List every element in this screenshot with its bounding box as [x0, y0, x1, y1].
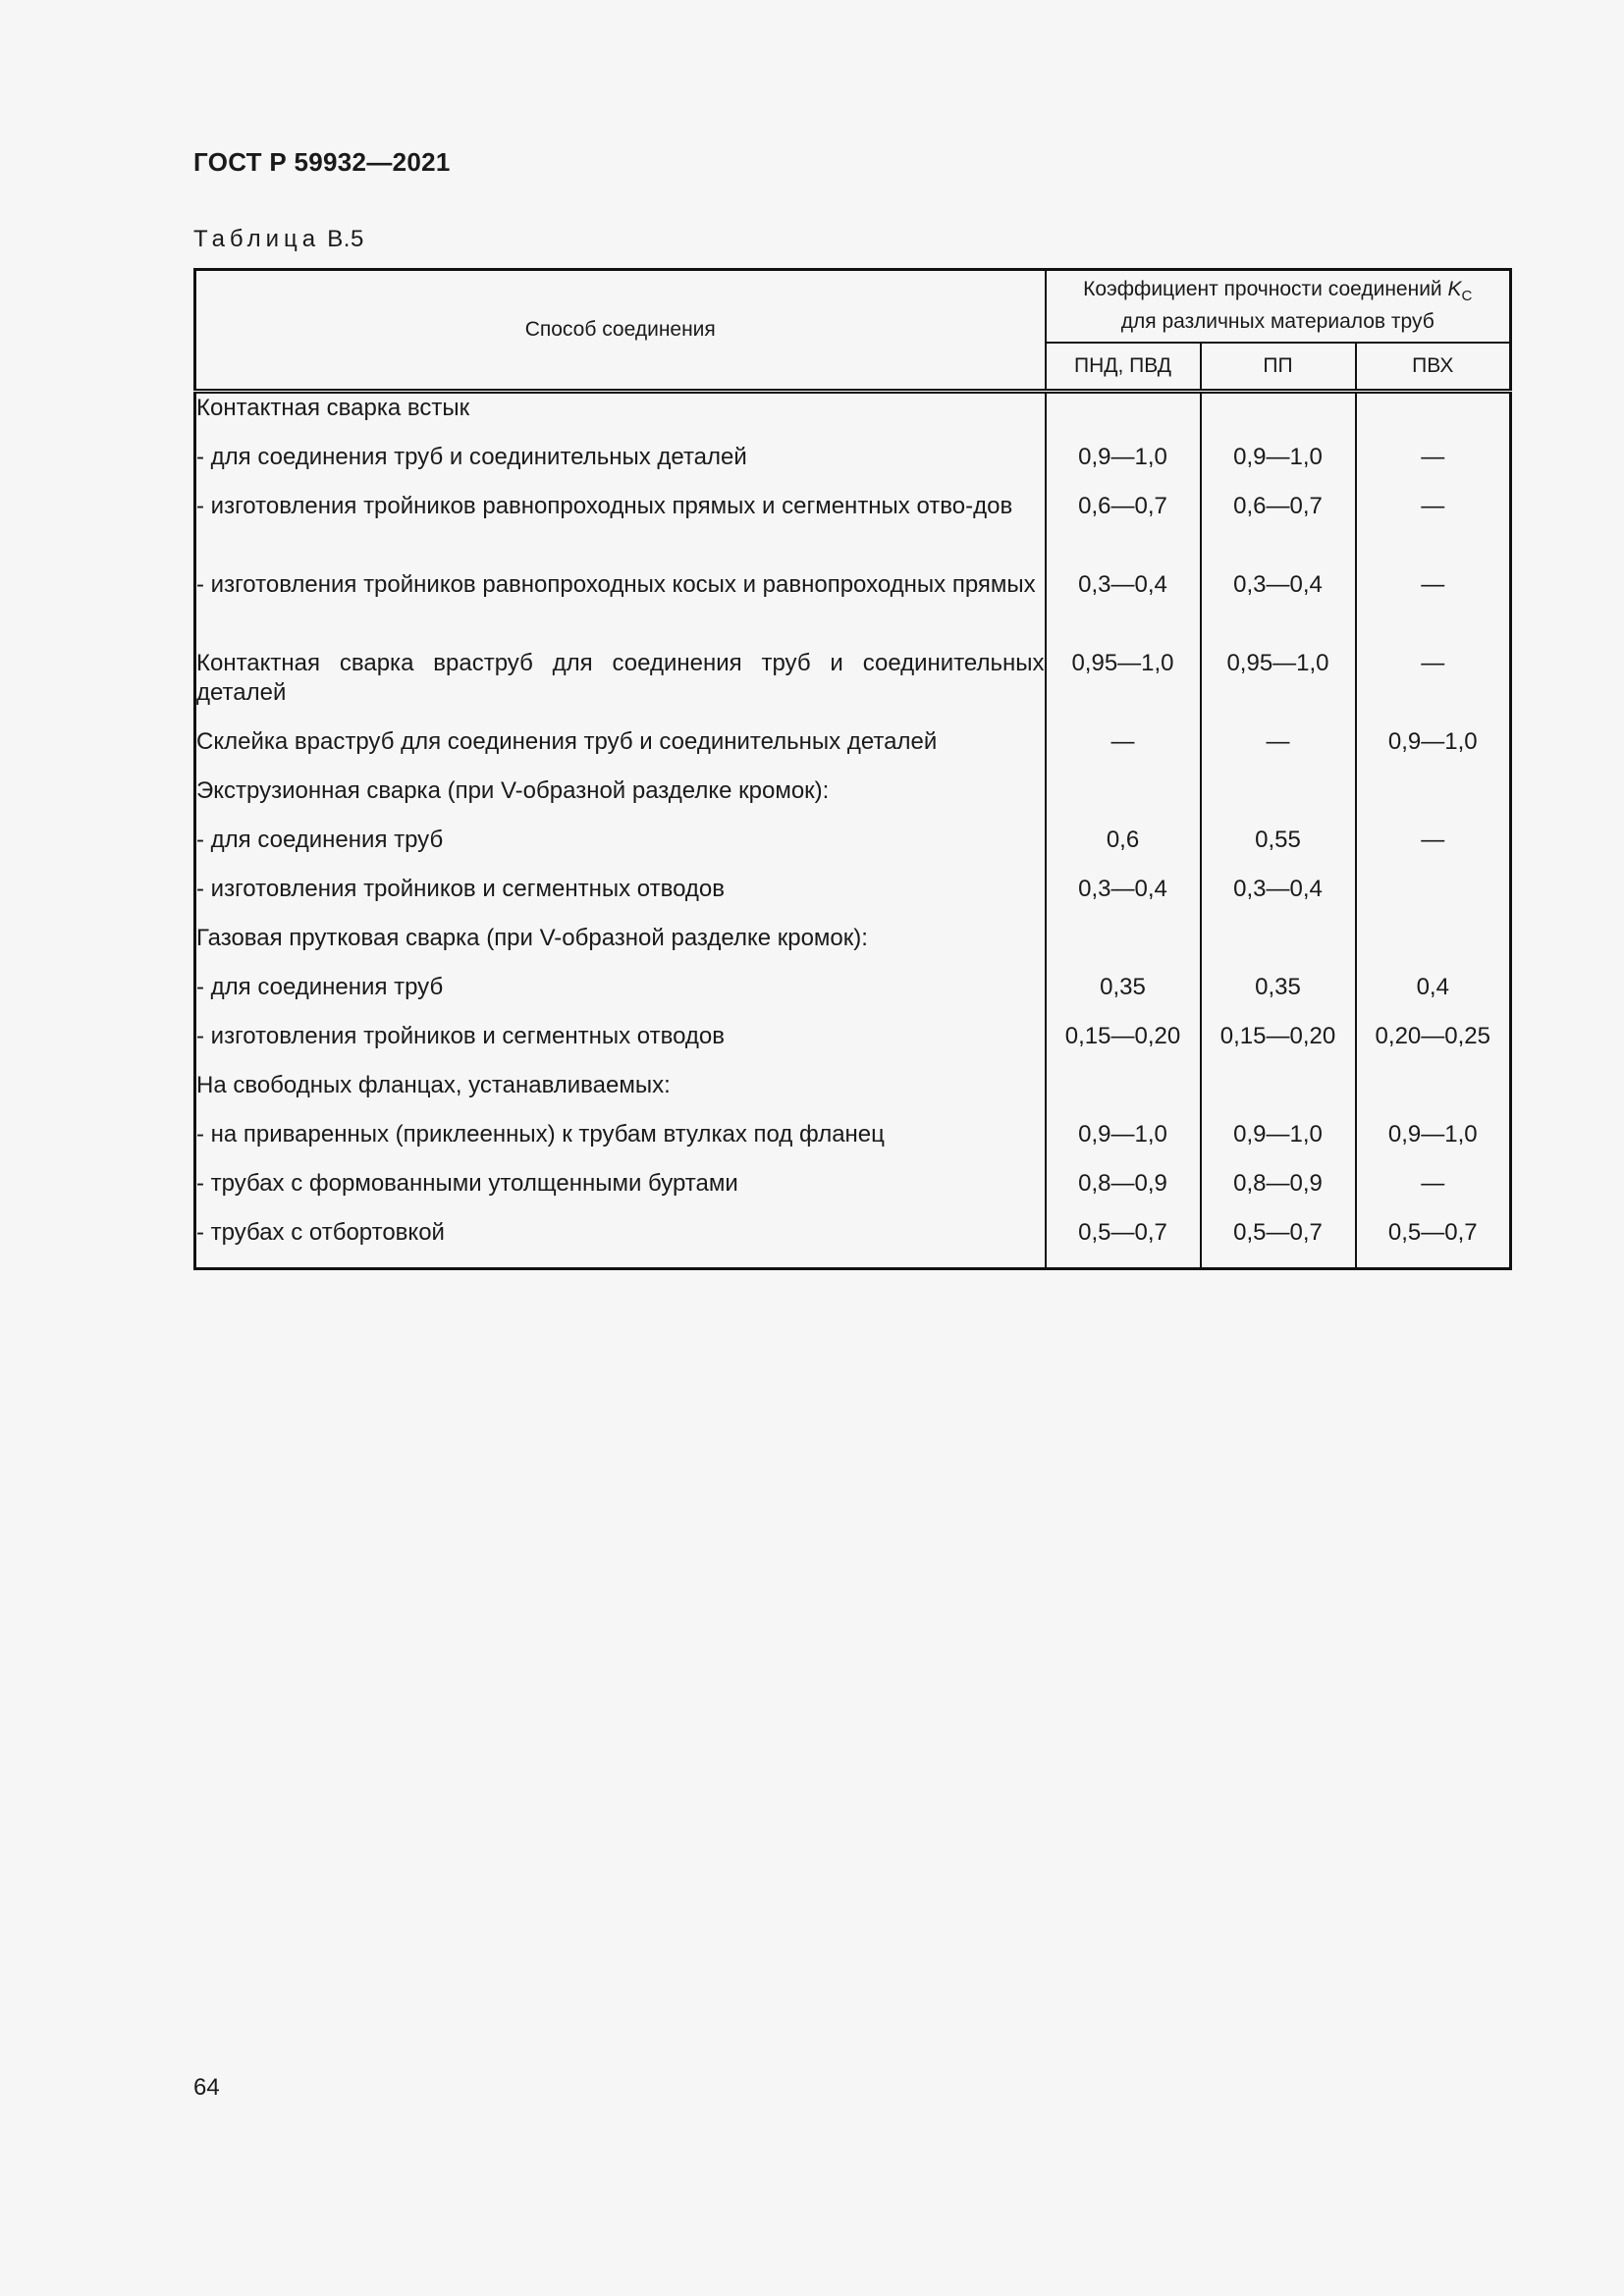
value-pp: 0,55: [1201, 826, 1356, 875]
table-row: [195, 1169, 1511, 1218]
value-pp: 0,15—0,20: [1201, 1022, 1356, 1071]
value-pvc: [1356, 875, 1511, 924]
table-row: [195, 924, 1511, 973]
table-row: [195, 392, 1511, 444]
table-row: [195, 570, 1511, 649]
value-pvc: [1356, 924, 1511, 973]
table-row: [195, 443, 1511, 492]
table-row: [195, 776, 1511, 826]
material-header-pvc: ПВХ: [1356, 343, 1511, 392]
value-pp: [1201, 1071, 1356, 1120]
document-code: ГОСТ Р 59932—2021: [193, 147, 451, 177]
value-pvc: [1356, 1071, 1511, 1120]
value-pnd-pvd: 0,5—0,7: [1046, 1218, 1201, 1269]
value-pnd-pvd: [1046, 776, 1201, 826]
value-pvc: —: [1356, 1169, 1511, 1218]
table-row: [195, 1120, 1511, 1169]
value-pvc: —: [1356, 649, 1511, 727]
row-description: - для соединения труб: [195, 973, 1046, 1022]
value-pvc: [1356, 776, 1511, 826]
value-pp: [1201, 776, 1356, 826]
table-row: [195, 826, 1511, 875]
value-pvc: 0,9—1,0: [1356, 1120, 1511, 1169]
value-pvc: —: [1356, 492, 1511, 570]
value-pp: 0,3—0,4: [1201, 570, 1356, 649]
row-description: - на приваренных (приклеенных) к трубам втулках под фланец: [195, 1120, 1046, 1169]
value-pp: 0,9—1,0: [1201, 443, 1356, 492]
row-description: - изготовления тройников и сегментных отводов: [195, 1022, 1046, 1071]
value-pnd-pvd: 0,8—0,9: [1046, 1169, 1201, 1218]
page-number: 64: [193, 2074, 220, 2101]
row-description: - изготовления тройников и сегментных отводов: [195, 875, 1046, 924]
value-pp: —: [1201, 727, 1356, 776]
strength-coefficient-table: [193, 268, 1509, 1270]
table-row: [195, 973, 1511, 1022]
row-description: - трубах с формованными утолщенными буртами: [195, 1169, 1046, 1218]
value-pp: [1201, 392, 1356, 444]
row-description: - изготовления тройников равнопроходных косых и равнопроходных прямых: [195, 570, 1046, 649]
coefficient-symbol: [1447, 278, 1473, 305]
value-pnd-pvd: 0,15—0,20: [1046, 1022, 1201, 1071]
row-description: Газовая прутковая сварка (при V-образной разделке кромок):: [195, 924, 1046, 973]
coefficient-column-header: [1046, 270, 1511, 343]
coefficient-header-line1: Коэффициент прочности соединений: [1083, 278, 1442, 301]
table-row: [195, 1218, 1511, 1269]
value-pp: 0,35: [1201, 973, 1356, 1022]
value-pnd-pvd: [1046, 1071, 1201, 1120]
method-column-header: Способ соединения: [195, 270, 1046, 392]
value-pnd-pvd: [1046, 924, 1201, 973]
coefficient-header-line2: для различных материалов труб: [1120, 310, 1435, 334]
value-pnd-pvd: —: [1046, 727, 1201, 776]
row-description: Экструзионная сварка (при V-образной разделке кромок):: [195, 776, 1046, 826]
value-pp: [1201, 924, 1356, 973]
coefficient-symbol-letter: K: [1447, 278, 1462, 301]
value-pvc: —: [1356, 826, 1511, 875]
value-pvc: 0,20—0,25: [1356, 1022, 1511, 1071]
table-row: [195, 727, 1511, 776]
value-pnd-pvd: 0,6—0,7: [1046, 492, 1201, 570]
value-pp: 0,9—1,0: [1201, 1120, 1356, 1169]
table-row: [195, 875, 1511, 924]
row-description: Склейка враструб для соединения труб и соединительных деталей: [195, 727, 1046, 776]
value-pnd-pvd: 0,35: [1046, 973, 1201, 1022]
value-pnd-pvd: 0,3—0,4: [1046, 570, 1201, 649]
row-description: Контактная сварка враструб для соединения труб и соединительных деталей: [195, 649, 1046, 727]
value-pnd-pvd: 0,95—1,0: [1046, 649, 1201, 727]
table-row: [195, 1022, 1511, 1071]
value-pp: 0,8—0,9: [1201, 1169, 1356, 1218]
value-pvc: 0,5—0,7: [1356, 1218, 1511, 1269]
table-caption-word: Таблица: [193, 226, 321, 252]
value-pnd-pvd: 0,3—0,4: [1046, 875, 1201, 924]
coefficient-symbol-subscript: C: [1461, 288, 1473, 305]
row-description: - трубах с отбортовкой: [195, 1218, 1046, 1269]
table-caption: [193, 226, 364, 253]
value-pp: 0,95—1,0: [1201, 649, 1356, 727]
row-description: На свободных фланцах, устанавливаемых:: [195, 1071, 1046, 1120]
value-pvc: 0,9—1,0: [1356, 727, 1511, 776]
row-description: - для соединения труб и соединительных деталей: [195, 443, 1046, 492]
value-pvc: 0,4: [1356, 973, 1511, 1022]
table-row: [195, 1071, 1511, 1120]
value-pp: 0,6—0,7: [1201, 492, 1356, 570]
row-description: Контактная сварка встык: [195, 392, 1046, 444]
table-row: [195, 492, 1511, 570]
material-header-pnd-pvd: ПНД, ПВД: [1046, 343, 1201, 392]
table-row: [195, 649, 1511, 727]
value-pnd-pvd: [1046, 392, 1201, 444]
value-pnd-pvd: 0,9—1,0: [1046, 1120, 1201, 1169]
row-description: - изготовления тройников равнопроходных прямых и сегментных отво-дов: [195, 492, 1046, 570]
value-pnd-pvd: 0,9—1,0: [1046, 443, 1201, 492]
table-caption-number: В.5: [327, 226, 364, 252]
value-pvc: —: [1356, 443, 1511, 492]
material-header-pp: ПП: [1201, 343, 1356, 392]
value-pnd-pvd: 0,6: [1046, 826, 1201, 875]
value-pvc: [1356, 392, 1511, 444]
value-pvc: —: [1356, 570, 1511, 649]
row-description: - для соединения труб: [195, 826, 1046, 875]
value-pp: 0,3—0,4: [1201, 875, 1356, 924]
value-pp: 0,5—0,7: [1201, 1218, 1356, 1269]
